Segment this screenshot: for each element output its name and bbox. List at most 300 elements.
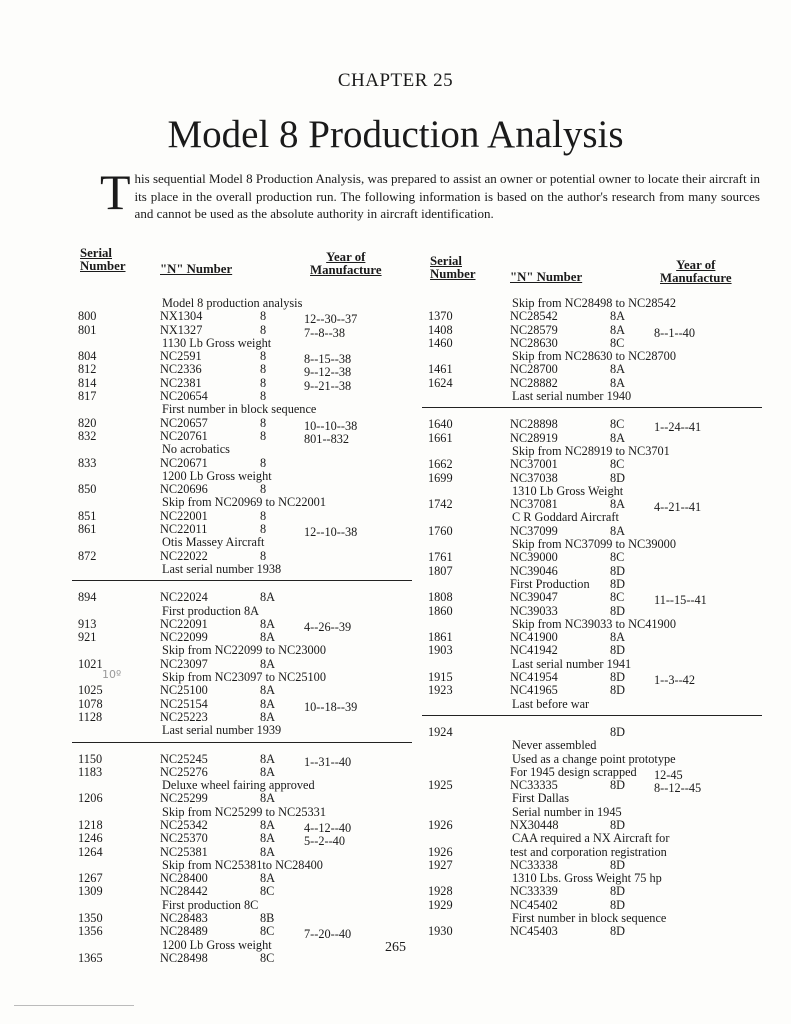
serial-cell: 1150 <box>78 751 103 766</box>
serial-cell: 1370 <box>428 309 453 324</box>
note-cell: C R Goddard Aircraft <box>512 510 619 525</box>
n-number-cell: NC28400 <box>160 871 208 886</box>
table-row <box>72 792 412 805</box>
model-cell: 8 <box>260 482 267 497</box>
table-row <box>422 872 762 885</box>
n-number-cell: NC28630 <box>510 335 558 350</box>
n-number-cell: NC37099 <box>510 523 558 538</box>
model-cell: 8 <box>260 508 267 523</box>
note-cell: Skip from NC23097 to NC25100 <box>162 670 326 685</box>
model-cell: 8A <box>610 362 626 377</box>
table-row <box>72 684 412 697</box>
model-cell: 8D <box>610 470 626 485</box>
note-cell: Deluxe wheel fairing approved <box>162 778 315 793</box>
n-number-cell: NC28700 <box>510 362 558 377</box>
table-row <box>72 337 412 350</box>
model-cell: 8 <box>260 428 267 443</box>
table-row <box>422 310 762 323</box>
section-divider <box>422 715 762 716</box>
table-row <box>422 764 762 782</box>
serial-cell: 1915 <box>428 670 453 685</box>
n-number-cell: NC37001 <box>510 457 558 472</box>
serial-cell: 1928 <box>428 884 453 899</box>
note-cell: Used as a change point prototype <box>512 751 676 766</box>
year-header: Year of Manufacture <box>310 250 382 277</box>
n-number-cell: NC28442 <box>160 884 208 899</box>
model-cell: 8A <box>260 656 276 671</box>
n-number-cell: NC39000 <box>510 550 558 565</box>
table-row <box>72 510 412 523</box>
n-number-cell: NC39033 <box>510 603 558 618</box>
table-row <box>422 753 762 766</box>
serial-cell: 1927 <box>428 857 453 872</box>
model-cell: 8A <box>260 831 276 846</box>
table-row <box>72 349 412 367</box>
intro-text: his sequential Model 8 Production Analysis, was prepared to assist an owner or potential owner to locate their aircraft in its place in the overall production run. The following information is based on the author's research from many sources and cannot be used as the absolute authority in aircraft identification. <box>134 171 760 221</box>
serial-cell: 817 <box>78 389 97 404</box>
date-cell: 8--1--40 <box>654 325 695 340</box>
note-cell: First production 8C <box>162 897 259 912</box>
table-row <box>72 457 412 470</box>
table-row <box>422 472 762 485</box>
date-cell: 12--30--37 <box>304 312 358 327</box>
serial-cell: 1460 <box>428 335 453 350</box>
n-number-cell: NC2336 <box>160 362 202 377</box>
right-column-header <box>422 245 762 297</box>
n-number-cell: NC22099 <box>160 630 208 645</box>
table-row <box>72 591 412 604</box>
note-cell: Skip from NC20969 to NC22001 <box>162 495 326 510</box>
n-number-cell: NC20671 <box>160 455 208 470</box>
chapter-label: CHAPTER 25 <box>337 70 454 91</box>
model-cell: 8 <box>260 415 267 430</box>
date-cell: 12-45 <box>654 767 683 782</box>
model-cell: 8 <box>260 309 267 324</box>
n-number-cell: NC28483 <box>160 911 208 926</box>
n-number-cell: NC22011 <box>160 522 208 537</box>
table-row <box>422 846 762 859</box>
table-row <box>72 724 412 737</box>
table-row <box>72 939 412 952</box>
table-row <box>72 817 412 835</box>
n-number-cell: NC28882 <box>510 375 558 390</box>
n-number-cell: NC25276 <box>160 764 208 779</box>
serial-cell: 1218 <box>78 817 103 832</box>
n-number-cell: NC25342 <box>160 817 208 832</box>
serial-cell: 1078 <box>78 696 103 711</box>
note-cell: 1310 Lbs. Gross Weight 75 hp <box>512 871 662 886</box>
date-cell: 8--15--38 <box>304 352 352 367</box>
model-cell: 8A <box>260 844 276 859</box>
n-number-cell: NC20657 <box>160 415 208 430</box>
serial-cell: 921 <box>78 630 97 645</box>
table-row <box>422 363 762 376</box>
date-cell: 11--15--41 <box>654 593 707 608</box>
n-number-cell: NC28898 <box>510 417 558 432</box>
table-row <box>72 496 412 509</box>
date-cell: 7--8--38 <box>304 325 345 340</box>
table-row <box>422 417 762 435</box>
note-cell: Model 8 production analysis <box>162 296 303 310</box>
table-row <box>422 859 762 872</box>
model-cell: 8D <box>610 724 626 739</box>
date-cell: 8--12--45 <box>654 781 702 796</box>
note-cell: Skip from NC28498 to NC28542 <box>512 296 676 310</box>
date-cell: 4--21--41 <box>654 500 702 515</box>
model-cell: 8C <box>260 924 275 939</box>
table-row <box>422 551 762 564</box>
section-divider <box>72 580 412 581</box>
n-number-cell: NX30448 <box>510 817 559 832</box>
table-row <box>72 443 412 456</box>
note-cell: CAA required a NX Aircraft for <box>512 831 670 846</box>
note-cell: First production 8A <box>162 603 260 618</box>
serial-cell: 1183 <box>78 764 103 779</box>
table-row <box>72 711 412 724</box>
table-row <box>422 726 762 739</box>
serial-cell: 913 <box>78 616 97 631</box>
model-cell: 8D <box>610 603 626 618</box>
model-cell: 8D <box>610 563 626 578</box>
table-row <box>422 525 762 538</box>
note-cell: Last serial number 1939 <box>162 723 282 738</box>
table-row <box>422 885 762 898</box>
model-cell: 8A <box>260 696 276 711</box>
table-row <box>72 912 412 925</box>
n-number-cell: test and corporation registration <box>510 844 667 859</box>
n-number-cell: NC23097 <box>160 656 208 671</box>
note-cell: Last serial number 1940 <box>512 389 632 404</box>
serial-cell: 1761 <box>428 550 453 565</box>
table-row <box>422 792 762 805</box>
n-number-header: "N" Number <box>160 262 233 276</box>
model-cell: 8D <box>610 778 626 793</box>
table-row <box>422 432 762 445</box>
table-row <box>72 470 412 483</box>
table-row <box>72 297 412 310</box>
table-row <box>72 924 412 942</box>
note-cell: First number in block sequence <box>512 911 667 926</box>
serial-cell: 1742 <box>428 497 453 512</box>
table-row <box>422 458 762 471</box>
model-cell: 8A <box>610 375 626 390</box>
table-row <box>422 337 762 350</box>
serial-cell: 1923 <box>428 683 453 698</box>
date-cell: 4--26--39 <box>304 619 352 634</box>
n-number-header-right: "N" Number <box>510 270 583 284</box>
intro-paragraph <box>82 164 760 223</box>
table-row <box>72 428 412 446</box>
scan-edge-line <box>14 1005 134 1006</box>
table-row <box>72 483 412 496</box>
model-cell: 8 <box>260 322 267 337</box>
table-row <box>422 698 762 711</box>
model-cell: 8C <box>260 950 275 965</box>
note-cell: Skip from NC25299 to NC25331 <box>162 804 326 819</box>
serial-cell: 872 <box>78 548 97 563</box>
date-cell: 5--2--40 <box>304 834 345 849</box>
serial-cell: 1807 <box>428 563 453 578</box>
n-number-cell: NC41900 <box>510 630 558 645</box>
section-divider <box>422 407 762 408</box>
date-cell: 9--21--38 <box>304 378 352 393</box>
year-header-right: Year of Manufacture <box>660 258 732 285</box>
model-cell: 8 <box>260 375 267 390</box>
model-cell: 8A <box>260 630 276 645</box>
table-row <box>72 644 412 657</box>
table-row <box>72 631 412 644</box>
n-number-cell: NC33338 <box>510 857 558 872</box>
serial-cell: 1128 <box>78 709 103 724</box>
model-cell: 8 <box>260 362 267 377</box>
model-cell: 8D <box>610 817 626 832</box>
n-number-cell: NC33339 <box>510 884 558 899</box>
serial-cell: 832 <box>78 428 97 443</box>
n-number-cell: NC20696 <box>160 482 208 497</box>
note-cell: Last serial number 1941 <box>512 656 632 671</box>
n-number-cell: NC28919 <box>510 430 558 445</box>
note-cell: Skip from NC22099 to NC23000 <box>162 643 326 658</box>
model-cell: 8 <box>260 522 267 537</box>
table-row <box>422 605 762 618</box>
model-cell: 8 <box>260 548 267 563</box>
note-cell: Last serial number 1938 <box>162 561 282 576</box>
serial-cell: 1926 <box>428 817 453 832</box>
table-row <box>72 779 412 792</box>
model-cell: 8A <box>260 590 276 605</box>
n-number-cell: NC22024 <box>160 590 208 605</box>
model-cell: 8B <box>260 911 275 926</box>
table-row <box>422 819 762 832</box>
table-row <box>422 899 762 912</box>
section-divider <box>72 742 412 743</box>
table-row <box>72 322 412 340</box>
n-number-cell: NC25370 <box>160 831 208 846</box>
note-cell: First Dallas <box>512 791 570 806</box>
n-number-cell: NC25154 <box>160 696 208 711</box>
serial-cell: 820 <box>78 415 97 430</box>
left-column-header <box>72 245 412 297</box>
serial-number-header-right: Serial Number <box>430 254 476 281</box>
n-number-cell: NC41942 <box>510 643 558 658</box>
serial-cell: 1267 <box>78 871 103 886</box>
n-number-cell: NX1327 <box>160 322 203 337</box>
model-cell: 8C <box>610 457 625 472</box>
table-row <box>422 912 762 925</box>
table-row <box>72 375 412 393</box>
n-number-cell: NC22091 <box>160 616 208 631</box>
serial-cell: 850 <box>78 482 97 497</box>
model-cell: 8D <box>610 884 626 899</box>
note-cell: No acrobatics <box>162 442 230 457</box>
serial-cell: 1926 <box>428 844 453 859</box>
serial-cell: 1365 <box>78 950 103 965</box>
n-number-cell: NC45403 <box>510 924 558 939</box>
table-row <box>72 522 412 540</box>
n-number-cell: NC22001 <box>160 508 208 523</box>
model-cell: 8A <box>610 497 626 512</box>
table-row <box>422 565 762 578</box>
n-number-cell: NC2591 <box>160 349 202 364</box>
model-cell: 8C <box>610 550 625 565</box>
table-row <box>72 605 412 618</box>
serial-cell: 1246 <box>78 831 103 846</box>
table-row <box>72 616 412 634</box>
table-row <box>72 362 412 380</box>
note-cell: Last before war <box>512 696 590 711</box>
table-row <box>422 832 762 845</box>
serial-cell: 1808 <box>428 590 453 605</box>
n-number-cell: NC28498 <box>160 950 208 965</box>
table-row <box>422 631 762 644</box>
serial-cell: 1924 <box>428 724 453 739</box>
table-row <box>72 952 412 965</box>
date-cell: 1--3--42 <box>654 673 695 688</box>
serial-cell: 1309 <box>78 884 103 899</box>
serial-cell: 1662 <box>428 457 453 472</box>
table-row <box>72 751 412 769</box>
n-number-cell: NC22022 <box>160 548 208 563</box>
note-cell: 1130 Lb Gross weight <box>162 335 272 350</box>
n-number-cell: NC28542 <box>510 309 558 324</box>
model-cell: 8D <box>610 857 626 872</box>
n-number-cell: NC37081 <box>510 497 558 512</box>
model-cell: 8A <box>610 630 626 645</box>
serial-number-header: Serial Number <box>80 246 126 273</box>
model-cell: 8A <box>260 709 276 724</box>
n-number-cell: NC25381 <box>160 844 208 859</box>
model-cell: 8D <box>610 683 626 698</box>
model-cell: 8A <box>610 430 626 445</box>
table-row <box>72 415 412 433</box>
table-row <box>72 831 412 849</box>
model-cell: 8A <box>260 751 276 766</box>
model-cell: 8A <box>260 764 276 779</box>
note-cell: Otis Massey Aircraft <box>162 535 265 550</box>
table-row <box>72 885 412 898</box>
table-row <box>422 297 762 310</box>
table-row <box>72 536 412 549</box>
table-row <box>422 778 762 796</box>
serial-cell: 1350 <box>78 911 103 926</box>
model-cell: 8A <box>260 871 276 886</box>
table-row <box>422 445 762 458</box>
n-number-cell: NC28579 <box>510 322 558 337</box>
date-cell: 4--12--40 <box>304 820 352 835</box>
table-row <box>422 538 762 551</box>
model-cell: 8A <box>260 683 276 698</box>
n-number-cell: NC2381 <box>160 375 202 390</box>
serial-cell: 1021 <box>78 656 103 671</box>
table-row <box>72 658 412 671</box>
table-row <box>72 806 412 819</box>
table-row <box>422 511 762 524</box>
n-number-cell: NC25299 <box>160 791 208 806</box>
serial-cell: 1206 <box>78 791 103 806</box>
serial-cell: 1760 <box>428 523 453 538</box>
model-cell: 8D <box>610 576 626 591</box>
table-row <box>72 390 412 403</box>
drop-cap: T <box>100 164 131 220</box>
serial-cell: 800 <box>78 309 97 324</box>
note-cell: Skip from NC28630 to NC28700 <box>512 349 676 364</box>
left-column <box>72 245 412 965</box>
date-cell: 7--20--40 <box>304 927 352 942</box>
date-cell: 9--12--38 <box>304 365 352 380</box>
table-row <box>422 390 762 403</box>
model-cell: 8A <box>260 616 276 631</box>
note-cell: Skip from NC39033 to NC41900 <box>512 616 676 631</box>
model-cell: 8A <box>260 817 276 832</box>
serial-cell: 1930 <box>428 924 453 939</box>
n-number-cell: NC39046 <box>510 563 558 578</box>
table-row <box>422 497 762 515</box>
table-row <box>422 644 762 657</box>
n-number-cell: First Production <box>510 576 590 591</box>
serial-cell: 814 <box>78 375 97 390</box>
note-cell: Skip from NC28919 to NC3701 <box>512 443 670 458</box>
n-number-cell: NC25245 <box>160 751 208 766</box>
note-cell: First number in block sequence <box>162 402 317 417</box>
model-cell: 8 <box>260 349 267 364</box>
table-row <box>72 696 412 714</box>
handwritten-margin-note: 10º <box>102 668 122 681</box>
serial-cell: 812 <box>78 362 97 377</box>
left-table-body <box>72 297 412 965</box>
serial-cell: 1661 <box>428 430 453 445</box>
serial-cell: 1408 <box>428 322 453 337</box>
note-cell: Serial number in 1945 <box>512 804 622 819</box>
table-row <box>422 590 762 608</box>
n-number-cell: NC25223 <box>160 709 208 724</box>
table-row <box>422 684 762 697</box>
n-number-cell: NC33335 <box>510 778 558 793</box>
page-number: 265 <box>385 940 406 955</box>
serial-cell: 1356 <box>78 924 103 939</box>
table-row <box>422 377 762 390</box>
table-row <box>422 618 762 631</box>
note-cell: 1310 Lb Gross Weight <box>512 483 624 498</box>
n-number-cell: NC45402 <box>510 897 558 912</box>
serial-cell: 894 <box>78 590 97 605</box>
serial-cell: 1925 <box>428 778 453 793</box>
model-cell: 8C <box>610 417 625 432</box>
n-number-cell: NC20654 <box>160 389 208 404</box>
n-number-cell: NC20761 <box>160 428 208 443</box>
note-cell: 1200 Lb Gross weight <box>162 468 272 483</box>
right-table-body <box>422 297 762 939</box>
table-row <box>422 658 762 671</box>
table-row <box>72 671 412 684</box>
serial-cell: 1461 <box>428 362 453 377</box>
model-cell: 8C <box>610 335 625 350</box>
model-cell: 8D <box>610 924 626 939</box>
serial-cell: 861 <box>78 522 97 537</box>
serial-cell: 1861 <box>428 630 453 645</box>
n-number-cell: NC37038 <box>510 470 558 485</box>
note-cell: 1200 Lb Gross weight <box>162 937 272 952</box>
table-row <box>422 670 762 688</box>
n-number-cell: NC41965 <box>510 683 558 698</box>
note-cell: Never assembled <box>512 738 597 753</box>
table-row <box>422 578 762 591</box>
model-cell: 8C <box>260 884 275 899</box>
table-row <box>422 739 762 752</box>
page-title: Model 8 Production Analysis <box>167 113 624 156</box>
table-row <box>72 872 412 885</box>
model-cell: 8D <box>610 897 626 912</box>
model-cell: 8 <box>260 455 267 470</box>
